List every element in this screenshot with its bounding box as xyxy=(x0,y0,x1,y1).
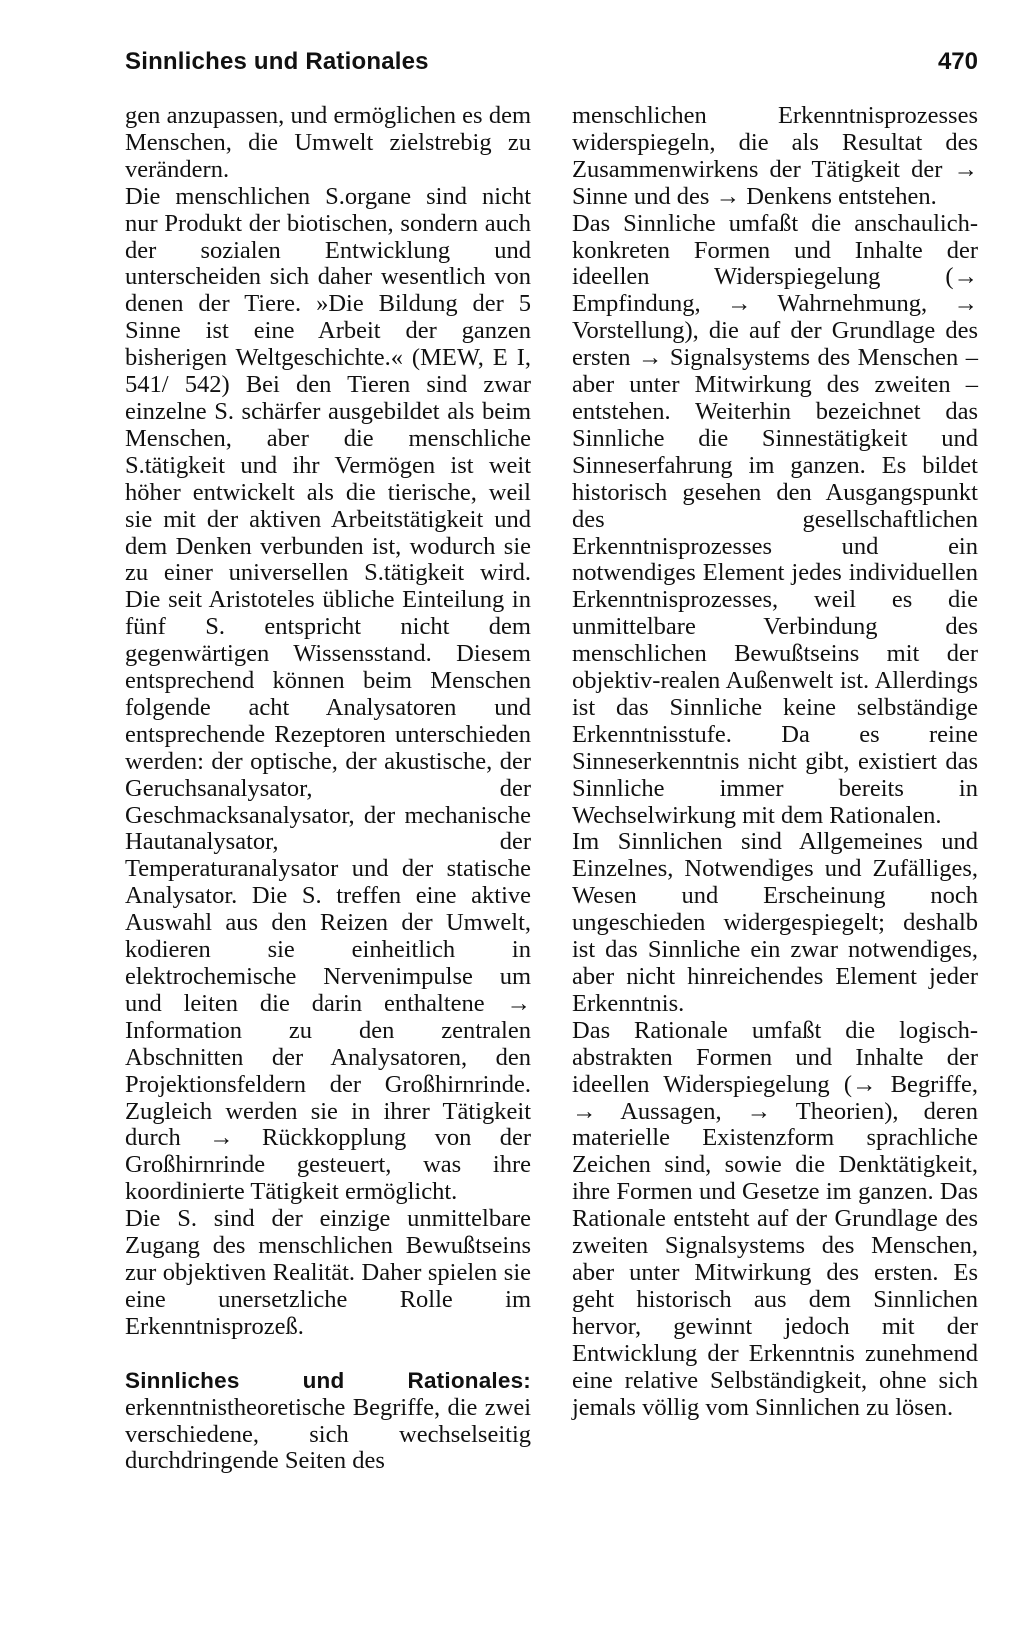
paragraph: Das Sinnliche umfaßt die anschaulich-konkreten Formen und Inhalte der ideellen Widerspiegelung (→ Empfindung, → Wahrnehmung, → Vorstellung), die auf der Grundlage des ersten → Signalsystems des Menschen – aber unter Mitwirkung des zweiten – entstehen. Weiterhin bezeichnet das Sinnliche die Sinnestätigkeit und Sinneserfahrung im ganzen. Es bildet historisch gesehen den Ausgangspunkt des gesellschaftlichen Erkenntnisprozesses und ein notwendiges Element jedes individuellen Erkenntnisprozesses, weil es die unmittelbare Verbindung des menschlichen Bewußtseins mit der objektiv-realen Außenwelt ist. Allerdings ist das Sinnliche keine selbständige Erkenntnisstufe. Da es reine Sinneserkenntnis nicht gibt, existiert das Sinnliche immer bereits in Wechselwirkung mit dem Rationalen. xyxy=(572,209,978,829)
entry-term: Sinnliches und Rationales: xyxy=(125,1367,531,1393)
running-head: Sinnliches und Rationales xyxy=(125,48,429,75)
entry-paragraph xyxy=(125,1368,531,1476)
entry-definition-start: erkenntnistheoretische Begriffe, die zwei verschiedene, sich wechselseitig durchdringende Seiten des xyxy=(125,1393,531,1475)
paragraph: Das Rationale umfaßt die logisch-abstrakten Formen und Inhalte der ideellen Widerspiegelung (→ Begriffe, → Aussagen, → Theorien), deren materielle Existenzform sprachliche Zeichen sind, sowie die Denktätigkeit, ihre Formen und Gesetze im ganzen. Das Rationale entsteht auf der Grundlage des zweiten Signalsystems des Menschen, aber unter Mitwirkung des ersten. Es geht historisch aus dem Sinnlichen hervor, gewinnt jedoch mit der Entwicklung der Erkenntnis zunehmend eine relative Selbständigkeit, ohne sich jemals völlig vom Sinnlichen zu lösen. xyxy=(572,1016,978,1421)
paragraph: gen anzupassen, und ermöglichen es dem Menschen, die Umwelt zielstrebig zu verändern. xyxy=(125,102,531,183)
paragraph: Die S. sind der einzige unmittelbare Zugang des menschlichen Bewußtseins zur objektiven Realität. Daher spielen sie eine unersetzliche Rolle im Erkenntnisprozeß. xyxy=(125,1205,531,1340)
page-header xyxy=(125,48,978,88)
paragraph: menschlichen Erkenntnisprozesses widerspiegeln, die als Resultat des Zusammenwirkens der Tätigkeit der → Sinne und des → Denkens entstehen. xyxy=(572,102,978,210)
paragraph: Die menschlichen S.organe sind nicht nur Produkt der biotischen, sondern auch der sozialen Entwicklung und unterscheiden sich daher wesentlich von denen der Tiere. »Die Bildung der 5 Sinne ist eine Arbeit der ganzen bisherigen Weltgeschichte.« (MEW, E I, 541/ 542) Bei den Tieren sind zwar einzelne S. schärfer ausgebildet als beim Menschen, aber die menschliche S.tätigkeit und ihr Vermögen ist weit höher entwickelt als die tierische, weil sie mit der aktiven Arbeitstätigkeit und dem Denken verbunden ist, wodurch sie zu einer universellen S.tätigkeit wird. Die seit Aristoteles übliche Einteilung in fünf S. entspricht nicht dem gegenwärtigen Wissensstand. Diesem entsprechend können beim Menschen folgende acht Analysatoren und entsprechende Rezeptoren unterschieden werden: der optische, der akustische, der Geruchsanalysator, der Geschmacksanalysator, der mechanische Hautanalysator, der Temperaturanalysator und der statische Analysator. Die S. treffen eine aktive Auswahl aus den Reizen der Umwelt, kodieren sie einheitlich in elektrochemische Nervenimpulse um und leiten die darin enthaltene → Information zu den zentralen Abschnitten der Analysatoren, den Projektionsfeldern der Großhirnrinde. Zugleich werden sie in ihrer Tätigkeit durch → Rückkopplung von der Großhirnrinde gesteuert, was ihre koordinierte Tätigkeit ermöglicht. xyxy=(125,182,531,1206)
right-column xyxy=(572,103,978,1421)
page-number: 470 xyxy=(937,48,978,75)
left-column xyxy=(125,103,531,1475)
paragraph: Im Sinnlichen sind Allgemeines und Einzelnes, Notwendiges und Zufälliges, Wesen und Erscheinung noch ungeschieden widergespiegelt; deshalb ist das Sinnliche ein zwar notwendiges, aber nicht hinreichendes Element jeder Erkenntnis. xyxy=(572,828,978,1017)
